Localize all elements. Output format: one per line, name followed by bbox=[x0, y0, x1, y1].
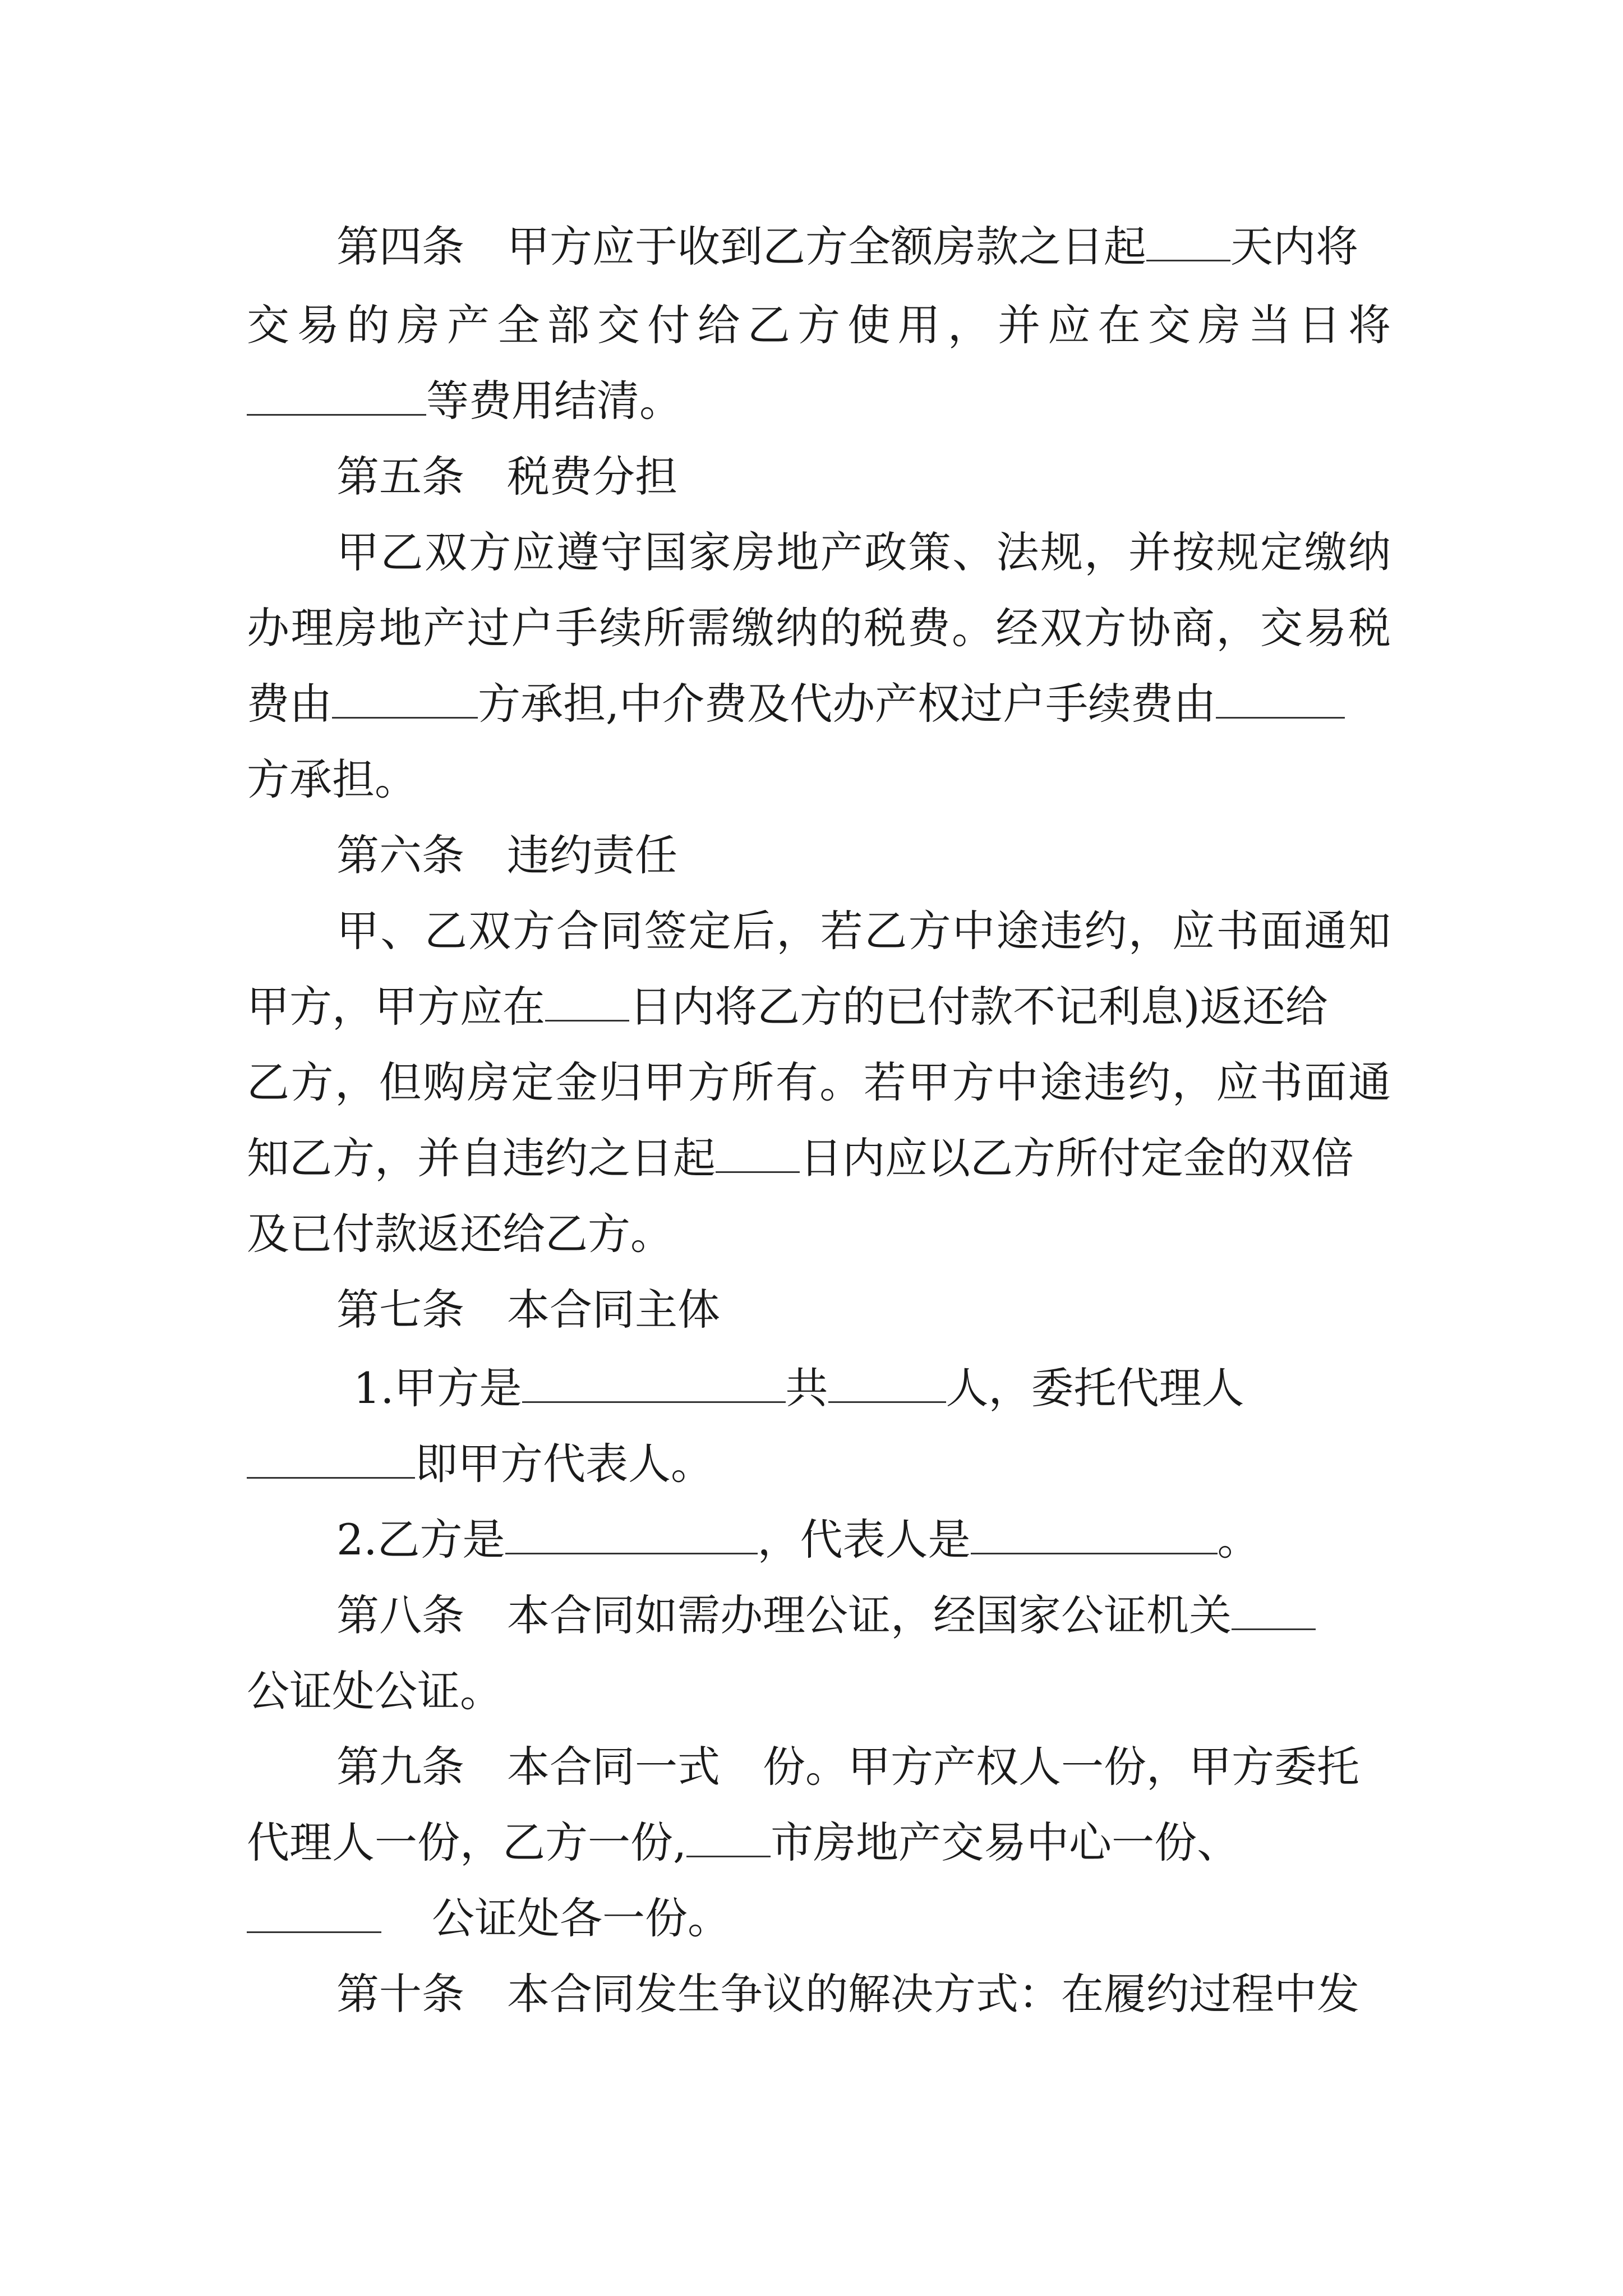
article-5-heading: 第五条 bbox=[336, 452, 464, 501]
article-5-line-2: 办理房地产过户手续所需缴纳的税费。经双方协商，交易税 bbox=[247, 603, 1391, 653]
article-9-text-mid: 市房地产交易中心一份、 bbox=[771, 1818, 1240, 1867]
article-4-text-end: 天内将 bbox=[1230, 222, 1358, 272]
article-6-text-mid: 日内应以乙方所付定金的双倍 bbox=[800, 1133, 1354, 1183]
article-4-text: 甲方应于收到乙方全额房款之日起 bbox=[507, 222, 1146, 272]
party-b-name-blank[interactable] bbox=[505, 1513, 758, 1554]
article-8-line-1 bbox=[336, 1588, 1391, 1644]
blank-field[interactable] bbox=[1216, 678, 1345, 719]
article-5-line-3 bbox=[247, 676, 1391, 732]
article-9-text: 代理人一份，乙方一份, bbox=[247, 1818, 687, 1867]
article-10-line-1 bbox=[336, 1966, 1391, 2022]
article-7-title: 本合同主体 bbox=[507, 1285, 720, 1335]
party-b-label: 2.乙方是 bbox=[336, 1515, 505, 1565]
article-4-line-3 bbox=[247, 373, 1391, 429]
party-a-count-blank[interactable] bbox=[828, 1362, 946, 1403]
article-7-heading: 第七条 bbox=[336, 1285, 464, 1335]
article-4-line-1 bbox=[336, 219, 1391, 275]
article-6-heading: 第六条 bbox=[336, 830, 464, 880]
blank-field[interactable] bbox=[545, 981, 629, 1022]
article-5-text-mid: 方承担,中介费及代办产权过户手续费由 bbox=[478, 679, 1216, 729]
article-9-heading: 第九条 bbox=[336, 1742, 464, 1792]
article-6-text: 甲方，甲方应在 bbox=[247, 982, 545, 1032]
blank-field[interactable] bbox=[332, 678, 478, 719]
party-a-count-label: 共 bbox=[785, 1363, 828, 1413]
party-a-agent-label: 人，委托代理人 bbox=[946, 1363, 1244, 1413]
party-a-agent-blank[interactable] bbox=[247, 1438, 415, 1479]
article-8-heading: 第八条 bbox=[336, 1590, 464, 1640]
article-8-line-2: 公证处公证。 bbox=[247, 1666, 502, 1716]
article-8-text: 本合同如需办理公证，经国家公证机关 bbox=[507, 1590, 1232, 1640]
blank-field[interactable] bbox=[247, 375, 426, 416]
article-6-title: 违约责任 bbox=[507, 830, 677, 880]
party-a-name-blank[interactable] bbox=[522, 1362, 786, 1403]
article-6-line-4 bbox=[247, 1130, 1391, 1186]
article-9-text-mid: 份。甲方产权人一份，甲方委托 bbox=[763, 1742, 1359, 1792]
article-6-text-mid: 日内将乙方的已付款不记利息)返还给 bbox=[629, 982, 1328, 1032]
article-7-item-1 bbox=[353, 1360, 1391, 1416]
article-4-heading: 第四条 bbox=[336, 222, 464, 272]
article-6-line-2 bbox=[247, 979, 1391, 1035]
article-5-title: 税费分担 bbox=[507, 452, 677, 501]
article-7-item-1-cont bbox=[247, 1436, 1391, 1492]
party-b-rep-blank[interactable] bbox=[971, 1513, 1218, 1554]
article-6-line-1: 甲、乙双方合同签定后，若乙方中途违约，应书面通知 bbox=[336, 906, 1391, 956]
article-4-text-end: 等费用结清。 bbox=[426, 376, 682, 426]
article-9-line-3 bbox=[247, 1890, 1391, 1947]
article-9-text: 本合同一式 bbox=[507, 1742, 720, 1792]
article-7-item-2 bbox=[336, 1512, 1391, 1568]
article-6-heading-line bbox=[336, 827, 1391, 884]
blank-field[interactable] bbox=[1146, 220, 1230, 261]
article-9-text-end: 公证处各一份。 bbox=[432, 1893, 730, 1943]
party-b-rep-label: ，代表人是 bbox=[757, 1515, 971, 1565]
party-b-end: 。 bbox=[1217, 1515, 1260, 1565]
article-10-text: 本合同发生争议的解决方式：在履约过程中发 bbox=[507, 1969, 1359, 2019]
party-a-label: 1.甲方是 bbox=[353, 1363, 522, 1413]
article-5-text: 费由 bbox=[247, 679, 332, 729]
article-6-line-5: 及已付款返还给乙方。 bbox=[247, 1209, 673, 1259]
city-blank[interactable] bbox=[686, 1816, 771, 1857]
article-5-heading-line bbox=[336, 449, 1391, 505]
article-6-line-3: 乙方，但购房定金归甲方所有。若甲方中途违约，应书面通 bbox=[247, 1057, 1391, 1107]
blank-field[interactable] bbox=[716, 1132, 800, 1173]
notary-office-blank[interactable] bbox=[247, 1892, 381, 1933]
article-9-line-1 bbox=[336, 1739, 1391, 1795]
article-10-heading: 第十条 bbox=[336, 1969, 464, 2019]
article-4-line-2: 交易的房产全部交付给乙方使用，并应在交房当日将 bbox=[247, 300, 1391, 350]
article-6-text: 知乙方，并自违约之日起 bbox=[247, 1133, 716, 1183]
notary-blank[interactable] bbox=[1232, 1589, 1316, 1630]
article-5-line-1: 甲乙双方应遵守国家房地产政策、法规，并按规定缴纳 bbox=[336, 527, 1391, 577]
party-a-agent-text: 即甲方代表人。 bbox=[415, 1439, 713, 1489]
article-7-heading-line bbox=[336, 1282, 1391, 1338]
article-9-line-2 bbox=[247, 1815, 1391, 1871]
article-5-line-4: 方承担。 bbox=[247, 754, 417, 804]
